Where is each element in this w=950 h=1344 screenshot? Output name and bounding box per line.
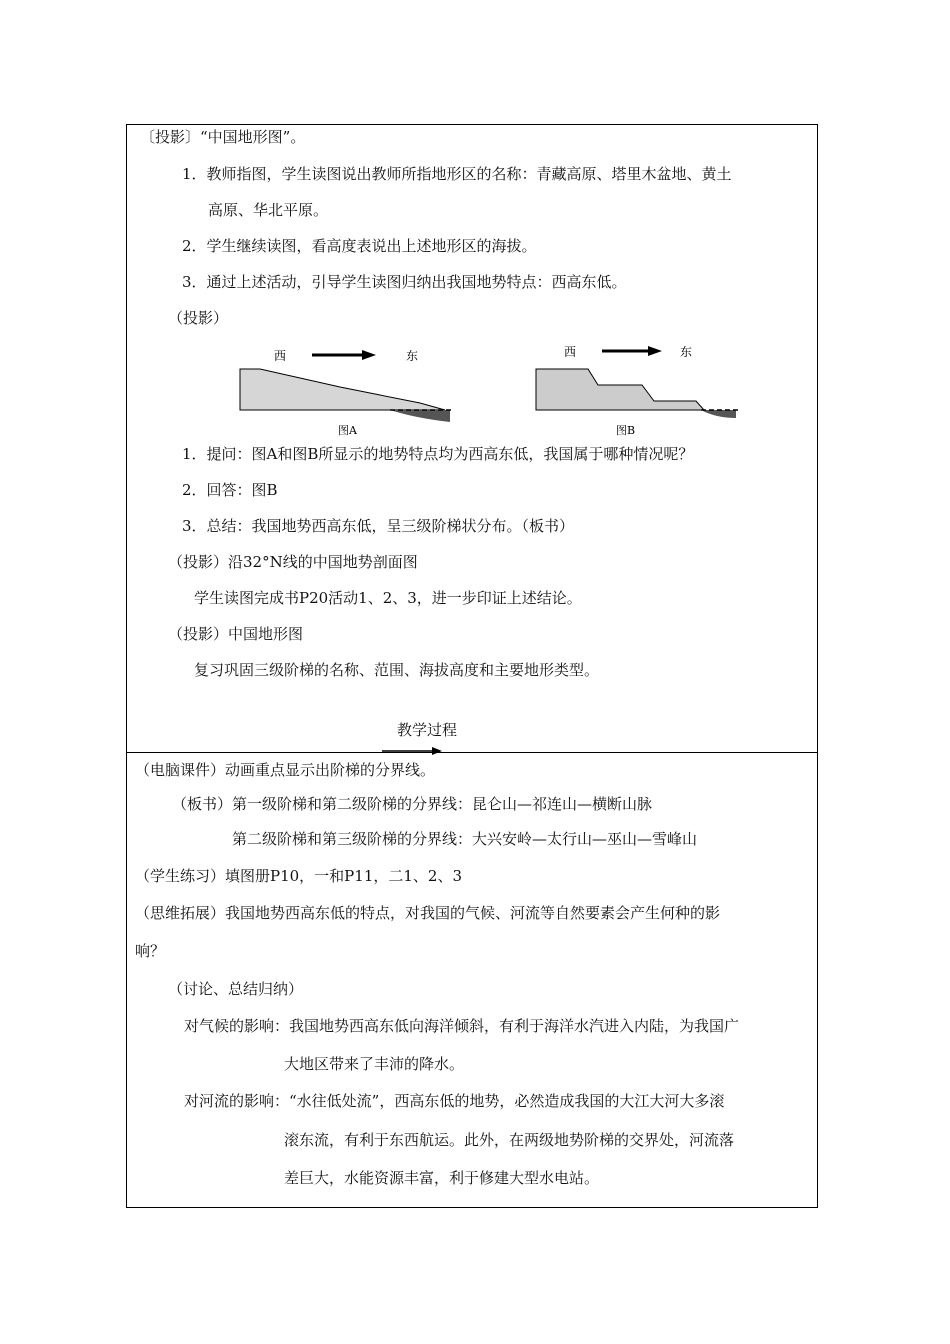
text-line: 3．总结：我国地势西高东低，呈三级阶梯状分布。（板书） bbox=[182, 517, 575, 535]
terrain-profile-figure-b bbox=[526, 338, 746, 443]
text-line: 滚东流，有利于东西航运。此外，在两级地势阶梯的交界处，河流落 bbox=[284, 1131, 735, 1149]
text-line: 2．学生继续读图，看高度表说出上述地形区的海拔。 bbox=[182, 237, 537, 255]
text-line: 〔投影〕“中国地形图”。 bbox=[140, 128, 306, 146]
arrow-head-icon bbox=[362, 350, 376, 360]
text-line: 响？ bbox=[135, 942, 166, 960]
text-line: 复习巩固三级阶梯的名称、范围、海拔高度和主要地形类型。 bbox=[194, 661, 600, 679]
west-label: 西 bbox=[274, 349, 287, 363]
text-line: （投影） bbox=[168, 309, 229, 327]
text-line: 1．教师指图，学生读图说出教师所指地形区的名称：青藏高原、塔里木盆地、黄土 bbox=[182, 165, 732, 183]
text-line: 差巨大，水能资源丰富，利于修建大型水电站。 bbox=[284, 1169, 600, 1187]
terrain-profile-figure-a bbox=[230, 338, 460, 443]
east-label: 东 bbox=[406, 349, 419, 363]
text-line: （板书）第一级阶梯和第二级阶梯的分界线：昆仑山—祁连山—横断山脉 bbox=[172, 795, 653, 813]
figure-a-caption: 图A bbox=[338, 424, 357, 437]
text-line: 大地区带来了丰沛的降水。 bbox=[284, 1055, 465, 1073]
text-line: （投影）中国地形图 bbox=[168, 625, 304, 643]
text-line: 1．提问：图A和图B所显示的地势特点均为西高东低，我国属于哪种情况呢？ bbox=[182, 445, 694, 463]
terrain-slope bbox=[240, 369, 445, 410]
text-line: （讨论、总结归纳） bbox=[168, 980, 304, 998]
figure-b-caption: 图B bbox=[616, 424, 636, 437]
section-divider bbox=[126, 752, 818, 753]
east-label: 东 bbox=[680, 345, 693, 359]
arrow-head-icon bbox=[648, 346, 662, 356]
text-line: （思维拓展）我国地势西高东低的特点，对我国的气候、河流等自然要素会产生何种的影 bbox=[135, 904, 721, 922]
west-label: 西 bbox=[564, 345, 577, 359]
sea-floor-shape bbox=[701, 410, 736, 418]
text-line: 3．通过上述活动，引导学生读图归纳出我国地势特点：西高东低。 bbox=[182, 273, 627, 291]
sea-floor-shape bbox=[390, 410, 450, 422]
text-line: （学生练习）填图册P10，一和P11，二1、2、3 bbox=[135, 867, 462, 885]
section-title: 教学过程 bbox=[397, 721, 458, 739]
text-line: 第二级阶梯和第三级阶梯的分界线：大兴安岭—太行山—巫山—雪峰山 bbox=[232, 830, 698, 848]
text-line: 学生读图完成书P20活动1、2、3，进一步印证上述结论。 bbox=[194, 589, 582, 607]
text-line: 2．回答：图B bbox=[182, 481, 278, 499]
text-line: 对河流的影响：“水往低处流”，西高东低的地势，必然造成我国的大江大河大多滚 bbox=[184, 1092, 725, 1110]
text-line: （电脑课件）动画重点显示出阶梯的分界线。 bbox=[135, 761, 436, 779]
arrow-icon bbox=[382, 745, 446, 757]
text-line: 高原、华北平原。 bbox=[208, 201, 329, 219]
text-line: 对气候的影响：我国地势西高东低向海洋倾斜，有利于海洋水汽进入内陆，为我国广 bbox=[184, 1017, 740, 1035]
terrain-steps bbox=[536, 369, 704, 410]
text-line: （投影）沿32°N线的中国地势剖面图 bbox=[168, 553, 418, 571]
